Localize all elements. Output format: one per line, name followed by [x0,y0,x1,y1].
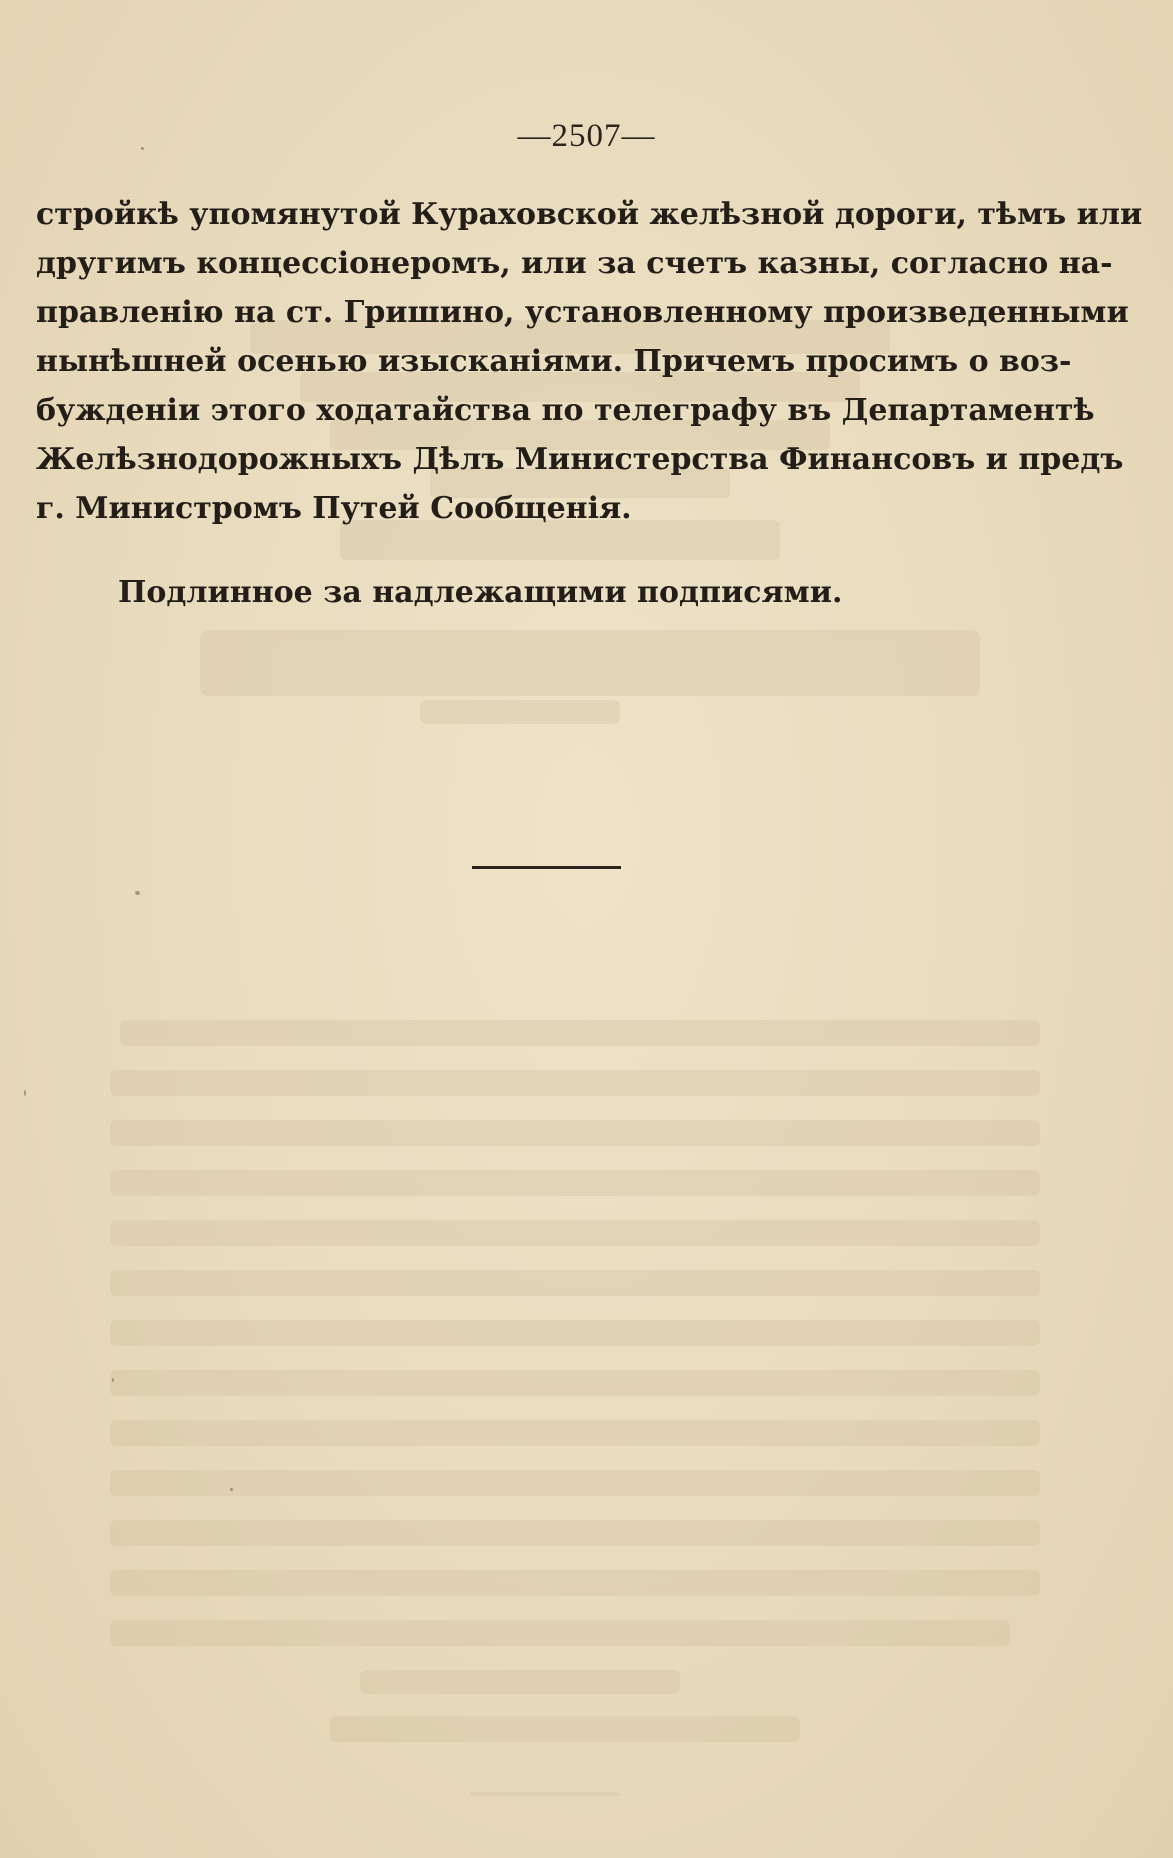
paper-speck [112,1378,114,1382]
body-paragraph [36,190,1143,533]
page-number: —2507— [517,118,656,154]
paragraph-line: Желѣзнодорожныхъ Дѣлъ Министерства Финансовъ и предъ [36,442,1124,477]
paper-speck [230,1488,233,1491]
end-divider [472,866,621,869]
paragraph-line: правленію на ст. Гришино, установленному произведенными [36,295,1129,330]
paragraph-line: бужденіи этого ходатайства по телеграфу въ Департаментѣ [36,393,1095,428]
paragraph-line: другимъ концессіонеромъ, или за счетъ казны, согласно на- [36,246,1113,281]
paragraph-line: нынѣшней осенью изысканіями. Причемъ просимъ о воз- [36,344,1072,379]
paragraph-line: г. Министромъ Путей Сообщенія. [36,491,632,526]
closing-note: Подлинное за надлежащими подписями. [118,575,843,610]
paragraph-line: стройкѣ упомянутой Кураховской желѣзной дороги, тѣмъ или [36,197,1143,232]
paper-speck [135,891,140,895]
paper-speck [24,1090,26,1096]
